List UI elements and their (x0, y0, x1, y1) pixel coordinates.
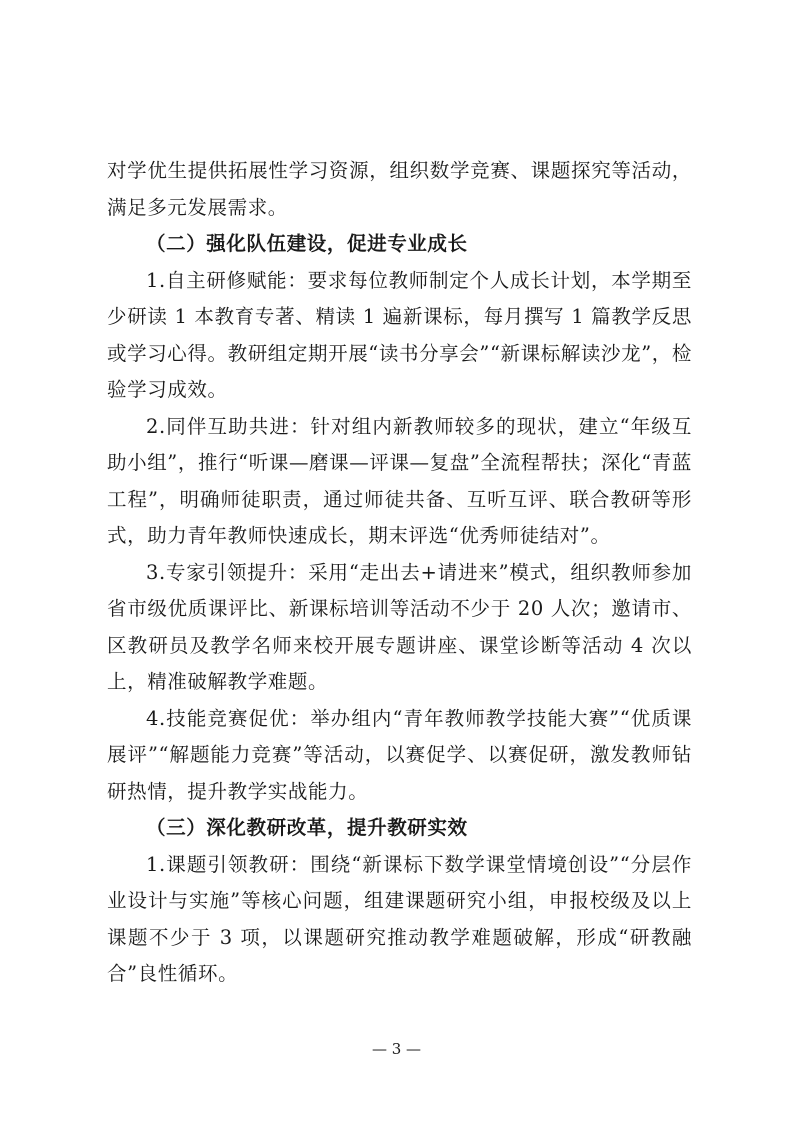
paragraph-peer-support: 2.同伴互助共进：针对组内新教师较多的现状，建立“年级互助小组”，推行“听课—磨课—评课—复盘”全流程帮扶；深化“青蓝工程”，明确师徒职责，通过师徒共备、互听互评、联合教研等形式，助力青年教师快速成长，期末评选“优秀师徒结对”。 (107, 414, 692, 547)
paragraph-skill-competition: 4.技能竞赛促优：举办组内“青年教师教学技能大赛”“优质课展评”“解题能力竞赛”等活动，以赛促学、以赛促研，激发教师钻研热情，提升教学实战能力。 (107, 706, 692, 803)
paragraph-continuation: 对学优生提供拓展性学习资源，组织数学竞赛、课题探究等活动，满足多元发展需求。 (107, 159, 692, 219)
paragraph-expert-guidance: 3.专家引领提升：采用“走出去+请进来”模式，组织教师参加省市级优质课评比、新课标培训等活动不少于 20 人次；邀请市、区教研员及教学名师来校开展专题讲座、课堂诊断等活动 4 次以上，精准破解教学难题。 (107, 560, 692, 693)
paragraph-research-projects: 1.课题引领教研：围绕“新课标下数学课堂情境创设”“分层作业设计与实施”等核心问题，组建课题研究小组，申报校级及以上课题不少于 3 项，以课题研究推动教学难题破解，形成“研教融合”良性循环。 (107, 852, 692, 985)
section-heading-2: （二）强化队伍建设，促进专业成长 (146, 232, 468, 255)
paragraph-self-study: 1.自主研修赋能：要求每位教师制定个人成长计划，本学期至少研读 1 本教育专著、精读 1 遍新课标，每月撰写 1 篇教学反思或学习心得。教研组定期开展“读书分享会”“新课标解读沙龙”，检验学习成效。 (107, 268, 692, 401)
page-number: — 3 — (371, 1040, 422, 1058)
document-body (107, 153, 692, 993)
section-heading-3: （三）深化教研改革，提升教研实效 (146, 816, 468, 839)
